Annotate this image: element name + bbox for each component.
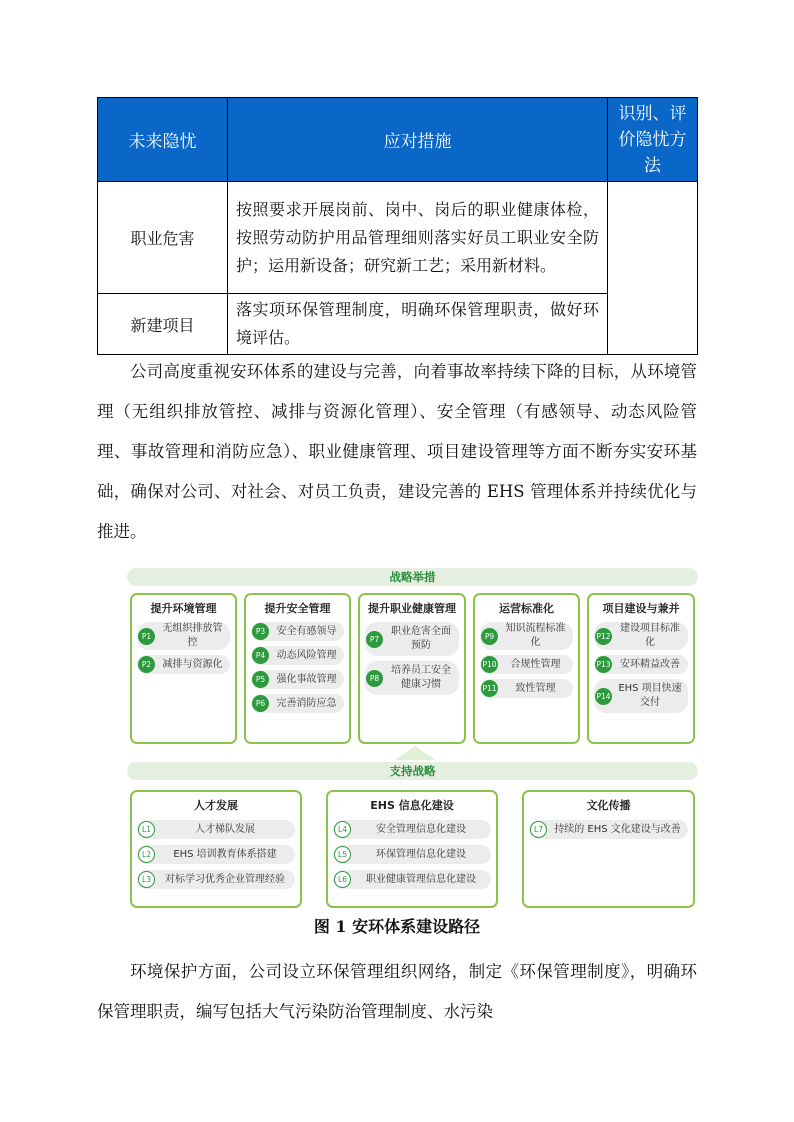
- item-badge: P6: [252, 695, 269, 712]
- item-badge: P4: [252, 647, 269, 664]
- item-text: 减排与资源化: [162, 658, 223, 670]
- item-text: 人才梯队发展: [195, 823, 255, 835]
- item-text: 安全管理信息化建设: [376, 823, 466, 835]
- item-text: 环保管理信息化建设: [376, 848, 466, 860]
- risk-measure: 落实项环保管理制度，明确环保管理职责，做好环境评估。: [228, 294, 608, 355]
- item-badge: P13: [595, 656, 612, 673]
- list-item: [529, 820, 688, 839]
- table-header-row: [98, 98, 698, 182]
- list-item: [137, 655, 230, 674]
- item-text: 职业健康管理信息化建设: [366, 873, 476, 885]
- item-text: 安全有感领导: [276, 625, 337, 637]
- list-item: [333, 845, 491, 864]
- item-badge: L6: [334, 871, 351, 888]
- item-badge: L5: [334, 846, 351, 863]
- item-text: 培养员工安全健康习惯: [391, 665, 451, 690]
- strategy-column: [587, 593, 695, 744]
- item-text: 强化事故管理: [276, 673, 337, 685]
- item-text: 对标学习优秀企业管理经验: [165, 873, 285, 885]
- header-measure: 应对措施: [228, 98, 608, 182]
- item-badge: L1: [138, 821, 155, 838]
- item-text: 知识流程标准化: [505, 623, 566, 648]
- body-paragraph: 环境保护方面，公司设立环保管理组织网络，制定《环保管理制度》，明确环保管理职责，编写包括大气污染防治管理制度、水污染: [97, 962, 697, 1021]
- list-item: [333, 820, 491, 839]
- item-text: 无组织排放管控: [162, 623, 223, 648]
- item-badge: P11: [481, 680, 498, 697]
- item-badge: L7: [530, 821, 547, 838]
- item-text: 动态风险管理: [276, 649, 337, 661]
- item-badge: P7: [366, 631, 383, 648]
- item-badge: P5: [252, 671, 269, 688]
- body-paragraph: 公司高度重视安环体系的建设与完善，向着事故率持续下降的目标，从环境管理（无组织排放管控、减排与资源化管理）、安全管理（有感领导、动态风险管理、事故管理和消防应急）、职业健康管理、项目建设管理等方面不断夯实安环基础，确保对公司、对社会、对员工负责，建设完善的 EHS 管理体系并持续优化与推进。: [97, 362, 697, 541]
- item-text: EHS 培训教育体系搭建: [173, 848, 277, 860]
- item-badge: L3: [138, 871, 155, 888]
- table-row: [98, 182, 698, 294]
- item-text: 致性管理: [515, 682, 556, 694]
- ehs-diagram: [127, 565, 698, 910]
- item-text: 持续的 EHS 文化建设与改善: [554, 823, 681, 835]
- list-item: [137, 622, 230, 650]
- strategy-bar: 战略举措: [127, 568, 698, 586]
- item-badge: P1: [138, 628, 155, 645]
- support-box: [130, 790, 302, 908]
- column-title: 提升安全管理: [264, 602, 331, 615]
- list-item: [251, 622, 344, 641]
- item-badge: P8: [366, 670, 383, 687]
- support-box: [522, 790, 695, 908]
- item-badge: L2: [138, 846, 155, 863]
- risk-measure: 按照要求开展岗前、岗中、岗后的职业健康体检，按照劳动防护用品管理细则落实好员工职业安全防护；运用新设备；研究新工艺；采用新材料。: [228, 182, 608, 294]
- list-item: [365, 622, 459, 656]
- list-item: [365, 661, 459, 695]
- list-item: [251, 646, 344, 665]
- column-title: 运营标准化: [499, 602, 554, 615]
- strategy-column: [358, 593, 466, 744]
- item-text: 职业危害全面预防: [391, 626, 451, 651]
- support-title: 文化传播: [586, 799, 631, 812]
- item-badge: P3: [252, 623, 269, 640]
- list-item: [251, 694, 344, 713]
- strategy-column: [473, 593, 580, 744]
- support-title: EHS 信息化建设: [370, 799, 454, 812]
- list-item: [333, 870, 491, 889]
- strategy-column: [244, 593, 351, 744]
- item-text: EHS 项目快速交付: [618, 683, 682, 708]
- support-title: 人才发展: [194, 799, 238, 812]
- item-badge: P14: [595, 688, 612, 705]
- support-bar: 支持战略: [127, 762, 698, 780]
- column-title: 提升职业健康管理: [368, 602, 456, 615]
- item-text: 建设项目标准化: [620, 623, 680, 648]
- up-arrow-icon: [395, 746, 435, 760]
- list-item: [251, 670, 344, 689]
- list-item: [594, 679, 688, 713]
- risk-method: [608, 182, 698, 355]
- risk-name: 职业危害: [98, 182, 228, 294]
- item-badge: P12: [595, 628, 612, 645]
- list-item: [480, 655, 573, 674]
- column-title: 提升环境管理: [150, 602, 217, 615]
- item-text: 合规性管理: [510, 658, 561, 670]
- item-badge: P9: [481, 628, 498, 645]
- support-box: [326, 790, 498, 908]
- figure-caption: 图 1 安环体系建设路径: [313, 917, 481, 936]
- list-item: [480, 679, 573, 698]
- list-item: [137, 820, 295, 839]
- list-item: [480, 622, 573, 650]
- header-risk: 未来隐忧: [98, 98, 228, 182]
- item-badge: L4: [334, 821, 351, 838]
- list-item: [594, 622, 688, 650]
- item-text: 安环精益改善: [620, 658, 680, 670]
- header-method: 识别、评价隐忧方法: [608, 98, 698, 182]
- item-badge: P2: [138, 656, 155, 673]
- item-text: 完善消防应急: [276, 697, 337, 709]
- risk-table: [97, 97, 698, 355]
- list-item: [137, 870, 295, 889]
- strategy-column: [130, 593, 237, 744]
- list-item: [137, 845, 295, 864]
- risk-name: 新建项目: [98, 294, 228, 355]
- item-badge: P10: [481, 656, 498, 673]
- list-item: [594, 655, 688, 674]
- column-title: 项目建设与兼并: [602, 602, 680, 615]
